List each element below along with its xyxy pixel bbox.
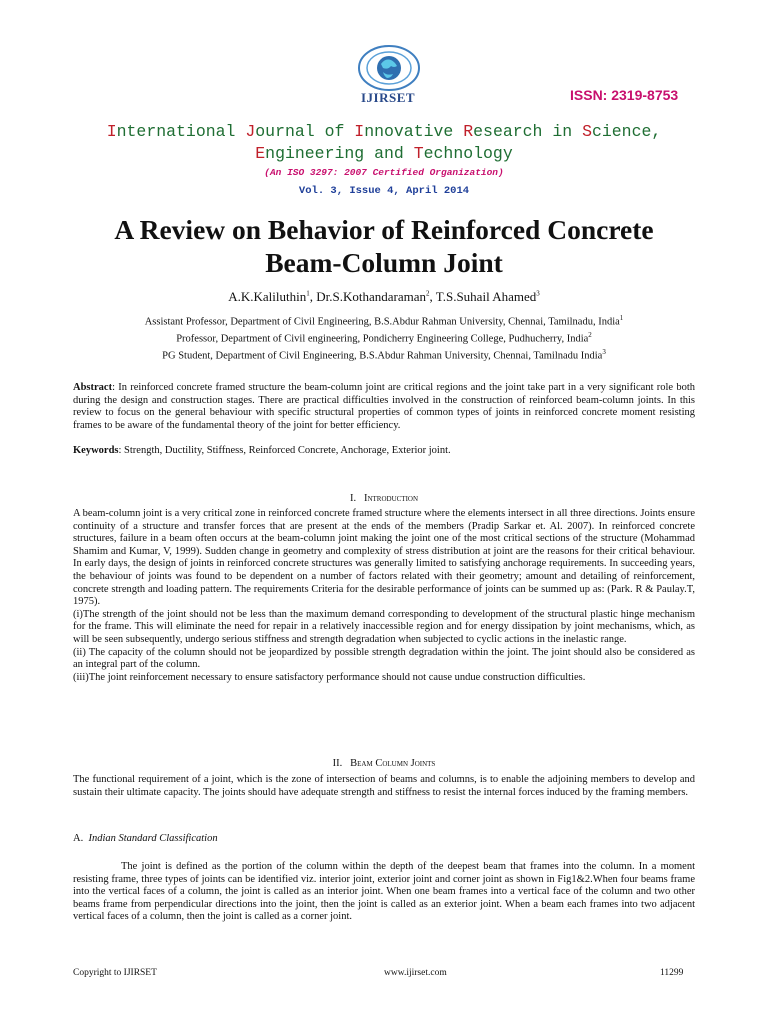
beam-column-body: The functional requirement of a joint, which is the zone of intersection of beams and columns, is to enable the adjoining members to develop and sustain their ultimate capacity. The joints should have adequate strength and stiffness to resist the internal forces induced by the framing members. <box>73 774 695 798</box>
abstract: Abstract: In reinforced concrete framed structure the beam-column joint are critical regions and the joint take part in a very significant role both during the design and construction stages. There are practical difficulties involved in the construction of reinforced beam-column joints. In this review to focus on the general behaviour with specific structural properties of common types of joints in reinforced concrete moment resisting frames to be aware of the fundamental theory of the joint for better efficiency. <box>73 382 695 431</box>
issn: ISSN: 2319-8753 <box>570 87 679 103</box>
affiliation-3: PG Student, Department of Civil Engineering, B.S.Abdur Rahman University, Chennai, Tamilnadu India$^3$ <box>162 348 606 362</box>
affiliation-1: Assistant Professor, Department of Civil Engineering, B.S.Abdur Rahman University, Chennai, Tamilnadu, India$^1$ <box>144 314 624 328</box>
footer-website[interactable]: www.ijirset.com <box>384 968 447 978</box>
intro-paragraph: (iii)The joint reinforcement necessary to ensure satisfactory performance should not cause undue construction difficulties. <box>73 671 586 683</box>
introduction-body <box>73 508 695 684</box>
journal-title-line2: Engineering and Technology <box>255 144 513 163</box>
section-heading-beam-column-joints: II. Beam Column Joints <box>332 758 436 769</box>
iso-certification: (An ISO 3297: 2007 Certified Organization) <box>264 167 504 178</box>
keywords: Keywords: Strength, Ductility, Stiffness, Reinforced Concrete, Anchorage, Exterior joint. <box>73 445 451 456</box>
paper-title: A Review on Behavior of Reinforced Concrete Beam-Column Joint <box>114 214 654 278</box>
globe-logo-icon <box>356 44 422 94</box>
footer-page-number: 11299 <box>660 968 684 978</box>
intro-paragraph: (i)The strength of the joint should not be less than the maximum demand corresponding to development of the structural plastic hinge mechanism for the frame. This will eliminate the need for repair in a relatively inaccessible region and for energy dissipation by joint mechanisms, which, as will be seen subsequently, undergo serious stiffness and strength degradation when subjected to cyclic actions in the inelastic range. <box>73 608 695 645</box>
journal-title <box>0 121 768 165</box>
footer-copyright: Copyright to IJIRSET <box>73 968 157 978</box>
intro-paragraph: A beam-column joint is a very critical zone in reinforced concrete framed structure where the elements intersect in all three directions. Joints ensure continuity of a structure and transfer forces that are present at the ends of the members (Pradip Sarkar et. Al. 2007). In reinforced concrete structures, failure in a beam often occurs at the beam-column joint making the joint one of the most critical sections of the structure (Mohammad Shamim and Kumar, V, 1999). Sudden change in geometry and complexity of stress distribution at joint are the reasons for their critical behaviour. In early days, the design of joints in reinforced concrete structures was generally limited to satisfying anchorage requirements. In succeeding years, the behaviour of joints was found to be dependent on a number of factors related with their geometry; amount and detailing of reinforcement, concrete strength and loading pattern. The requirements Criteria for the desirable performance of joints can be summed up as: (Park. R & Paulay.T, 1975). <box>73 508 695 608</box>
subsection-heading: A. Indian Standard Classification <box>73 833 218 844</box>
journal-title-line1: International Journal of Innovative Research in Science, <box>106 122 662 141</box>
authors: A.K.Kaliluthin$^1$, Dr.S.Kothandaraman$^2$, T.S.Suhail Ahamed$^3$ <box>228 289 540 304</box>
logo-text: IJIRSET <box>360 90 416 105</box>
intro-paragraph: (ii) The capacity of the column should not be jeopardized by possible strength degradation within the joint. The joint should also be considered as an integral part of the column. <box>73 646 695 671</box>
volume-issue: Vol. 3, Issue 4, April 2014 <box>298 185 470 197</box>
classification-body: The joint is defined as the portion of the column within the depth of the deepest beam that frames into the column. In a moment resisting frame, three types of joints can be identified viz. interior joint, exterior joint and corner joint as shown in Fig1&2.When four beams frame into the vertical faces of a column, the joint is called as an interior joint. When one beam frames into a vertical face of the column and two other beams frame from perpendicular directions into the joint, then the joint is called as an exterior joint. When a beam each frames into two adjacent vertical faces of a column, then the joint is called as a corner joint. <box>73 861 695 923</box>
affiliation-2: Professor, Department of Civil engineering, Pondicherry Engineering College, Pudhucherry, India$^2$ <box>176 331 592 345</box>
section-heading-introduction: I. Introduction <box>349 493 419 504</box>
